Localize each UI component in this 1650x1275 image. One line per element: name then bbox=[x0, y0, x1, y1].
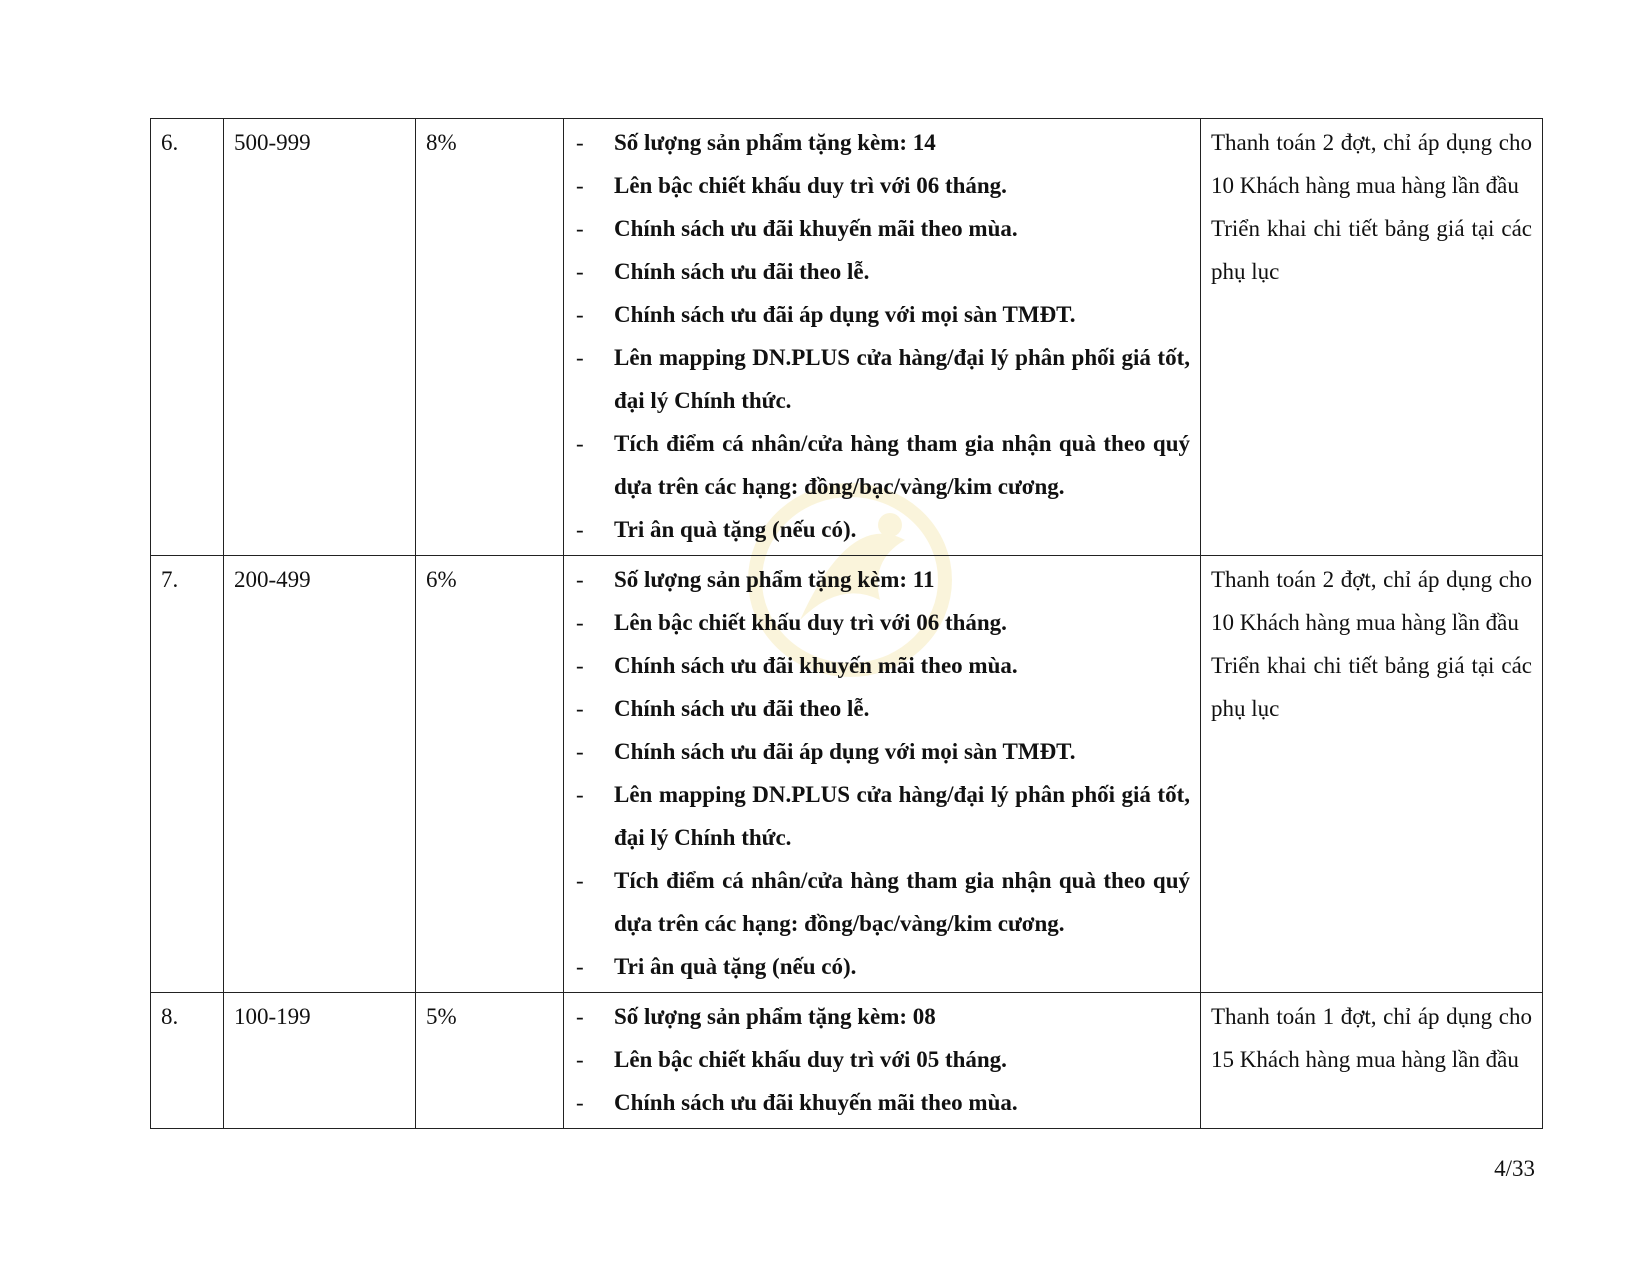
benefit-item: - Lên mapping DN.PLUS cửa hàng/đại lý phân phối giá tốt, đại lý Chính thức. bbox=[574, 773, 1190, 859]
quantity-range: 200-499 bbox=[224, 556, 416, 993]
benefit-list bbox=[574, 995, 1190, 1124]
note-text: Triển khai chi tiết bảng giá tại các phụ lục bbox=[1211, 216, 1532, 284]
notes-cell bbox=[1201, 993, 1543, 1129]
table-row bbox=[151, 993, 1543, 1129]
discount-tier-table bbox=[150, 118, 1543, 1129]
benefit-list bbox=[574, 121, 1190, 551]
page-number: 4/33 bbox=[1494, 1156, 1535, 1181]
benefit-item: - Chính sách ưu đãi khuyến mãi theo mùa. bbox=[574, 1081, 1190, 1124]
benefit-item: - Chính sách ưu đãi áp dụng với mọi sàn TMĐT. bbox=[574, 730, 1190, 773]
table-row bbox=[151, 119, 1543, 556]
benefit-item: - Số lượng sản phẩm tặng kèm: 14 bbox=[574, 121, 1190, 164]
benefit-item: - Lên bậc chiết khấu duy trì với 06 tháng. bbox=[574, 601, 1190, 644]
benefit-item: - Tích điểm cá nhân/cửa hàng tham gia nhận quà theo quý dựa trên các hạng: đồng/bạc/vàng/kim cương. bbox=[574, 859, 1190, 945]
note-text: Thanh toán 1 đợt, chỉ áp dụng cho 15 Khách hàng mua hàng lần đầu bbox=[1211, 1004, 1532, 1072]
discount-rate: 6% bbox=[416, 556, 564, 993]
benefit-item: - Chính sách ưu đãi khuyến mãi theo mùa. bbox=[574, 207, 1190, 250]
benefit-list bbox=[574, 558, 1190, 988]
benefit-item: - Chính sách ưu đãi theo lễ. bbox=[574, 250, 1190, 293]
row-number: 7. bbox=[151, 556, 224, 993]
benefit-item: - Tri ân quà tặng (nếu có). bbox=[574, 508, 1190, 551]
note-text: Thanh toán 2 đợt, chỉ áp dụng cho 10 Khách hàng mua hàng lần đầu bbox=[1211, 130, 1532, 198]
benefits-cell bbox=[564, 556, 1201, 993]
row-number: 8. bbox=[151, 993, 224, 1129]
benefit-item: - Lên bậc chiết khấu duy trì với 06 tháng. bbox=[574, 164, 1190, 207]
quantity-range: 500-999 bbox=[224, 119, 416, 556]
benefit-item: - Lên mapping DN.PLUS cửa hàng/đại lý phân phối giá tốt, đại lý Chính thức. bbox=[574, 336, 1190, 422]
benefit-item: - Chính sách ưu đãi áp dụng với mọi sàn TMĐT. bbox=[574, 293, 1190, 336]
benefits-cell bbox=[564, 119, 1201, 556]
benefit-item: - Lên bậc chiết khấu duy trì với 05 tháng. bbox=[574, 1038, 1190, 1081]
benefit-item: - Tích điểm cá nhân/cửa hàng tham gia nhận quà theo quý dựa trên các hạng: đồng/bạc/vàng/kim cương. bbox=[574, 422, 1190, 508]
notes-cell bbox=[1201, 119, 1543, 556]
benefit-item: - Tri ân quà tặng (nếu có). bbox=[574, 945, 1190, 988]
quantity-range: 100-199 bbox=[224, 993, 416, 1129]
table-row bbox=[151, 556, 1543, 993]
benefit-item: - Số lượng sản phẩm tặng kèm: 11 bbox=[574, 558, 1190, 601]
benefits-cell bbox=[564, 993, 1201, 1129]
benefit-item: - Chính sách ưu đãi khuyến mãi theo mùa. bbox=[574, 644, 1190, 687]
discount-rate: 8% bbox=[416, 119, 564, 556]
benefit-item: - Chính sách ưu đãi theo lễ. bbox=[574, 687, 1190, 730]
discount-rate: 5% bbox=[416, 993, 564, 1129]
note-text: Thanh toán 2 đợt, chỉ áp dụng cho 10 Khách hàng mua hàng lần đầu bbox=[1211, 567, 1532, 635]
row-number: 6. bbox=[151, 119, 224, 556]
benefit-item: - Số lượng sản phẩm tặng kèm: 08 bbox=[574, 995, 1190, 1038]
notes-cell bbox=[1201, 556, 1543, 993]
note-text: Triển khai chi tiết bảng giá tại các phụ lục bbox=[1211, 653, 1532, 721]
